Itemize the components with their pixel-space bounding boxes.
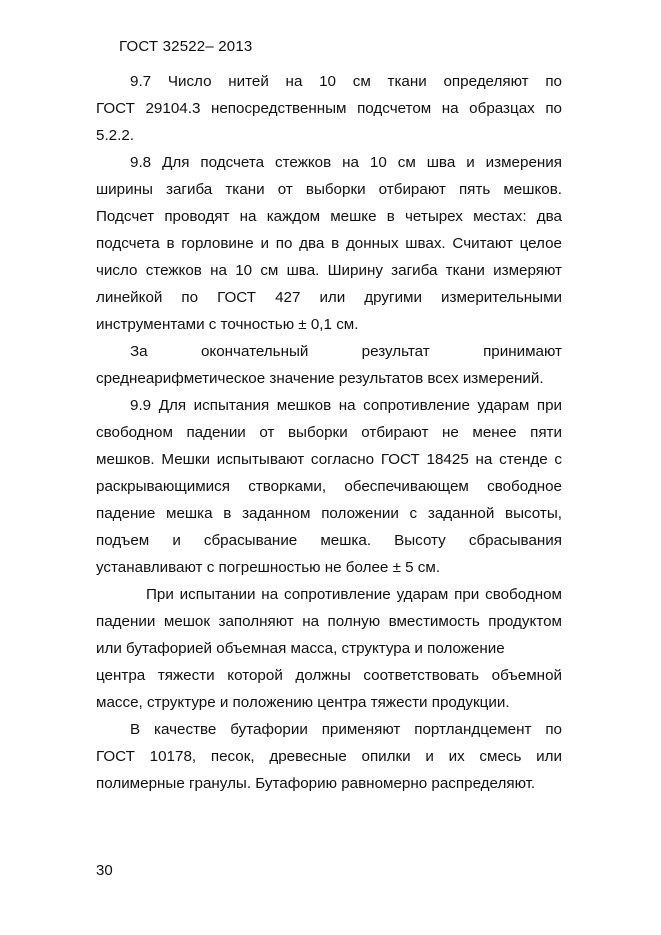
text-line: ширины загиба ткани от выборки отбирают пять мешков. (96, 181, 562, 198)
page-number: 30 (96, 862, 113, 879)
text-line: или бутафорией объемная масса, структура и положение (96, 640, 505, 657)
text-line: падении мешок заполняют на полную вместимость продуктом (96, 613, 562, 630)
text-line: раскрывающимися створками, обеспечивающем свободное (96, 478, 562, 495)
text-line: инструментами с точностью ± 0,1 см. (96, 316, 359, 333)
text-line: подъем и сбрасывание мешка. Высоту сбрасывания (96, 532, 562, 549)
text-line: массе, структуре и положению центра тяжести продукции. (96, 694, 510, 711)
text-line: среднеарифметическое значение результатов всех измерений. (96, 370, 544, 387)
text-line: свободном падении от выборки отбирают не менее пяти (96, 424, 562, 441)
text-line: мешков. Мешки испытывают согласно ГОСТ 18425 на стенде с (96, 451, 562, 468)
text-line: При испытании на сопротивление ударам при свободном (146, 586, 562, 603)
text-line: ГОСТ 29104.3 непосредственным подсчетом на образцах по (96, 100, 562, 117)
text-line: 9.9 Для испытания мешков на сопротивление ударам при (130, 397, 562, 414)
document-body (96, 68, 562, 797)
page-header: ГОСТ 32522– 2013 (119, 38, 253, 55)
text-line: падение мешка в заданном положении с заданной высоты, (96, 505, 562, 522)
text-line: В качестве бутафории применяют портландцемент по (130, 721, 562, 738)
text-line: 9.7 Число нитей на 10 см ткани определяют по (130, 73, 562, 90)
text-line: число стежков на 10 см шва. Ширину загиба ткани измеряют (96, 262, 562, 279)
text-line: центра тяжести которой должны соответствовать объемной (96, 667, 562, 684)
text-line: 9.8 Для подсчета стежков на 10 см шва и измерения (130, 154, 562, 171)
text-line: За окончательный результат принимают (130, 343, 562, 360)
text-line: Подсчет проводят на каждом мешке в четырех местах: два (96, 208, 562, 225)
text-line: 5.2.2. (96, 127, 134, 144)
text-line: линейкой по ГОСТ 427 или другими измерительными (96, 289, 562, 306)
text-line: полимерные гранулы. Бутафорию равномерно распределяют. (96, 775, 536, 792)
text-line: подсчета в горловине и по два в донных швах. Считают целое (96, 235, 562, 252)
text-line: ГОСТ 10178, песок, древесные опилки и их смесь или (96, 748, 562, 765)
text-line: устанавливают с погрешностью не более ± 5 см. (96, 559, 441, 576)
